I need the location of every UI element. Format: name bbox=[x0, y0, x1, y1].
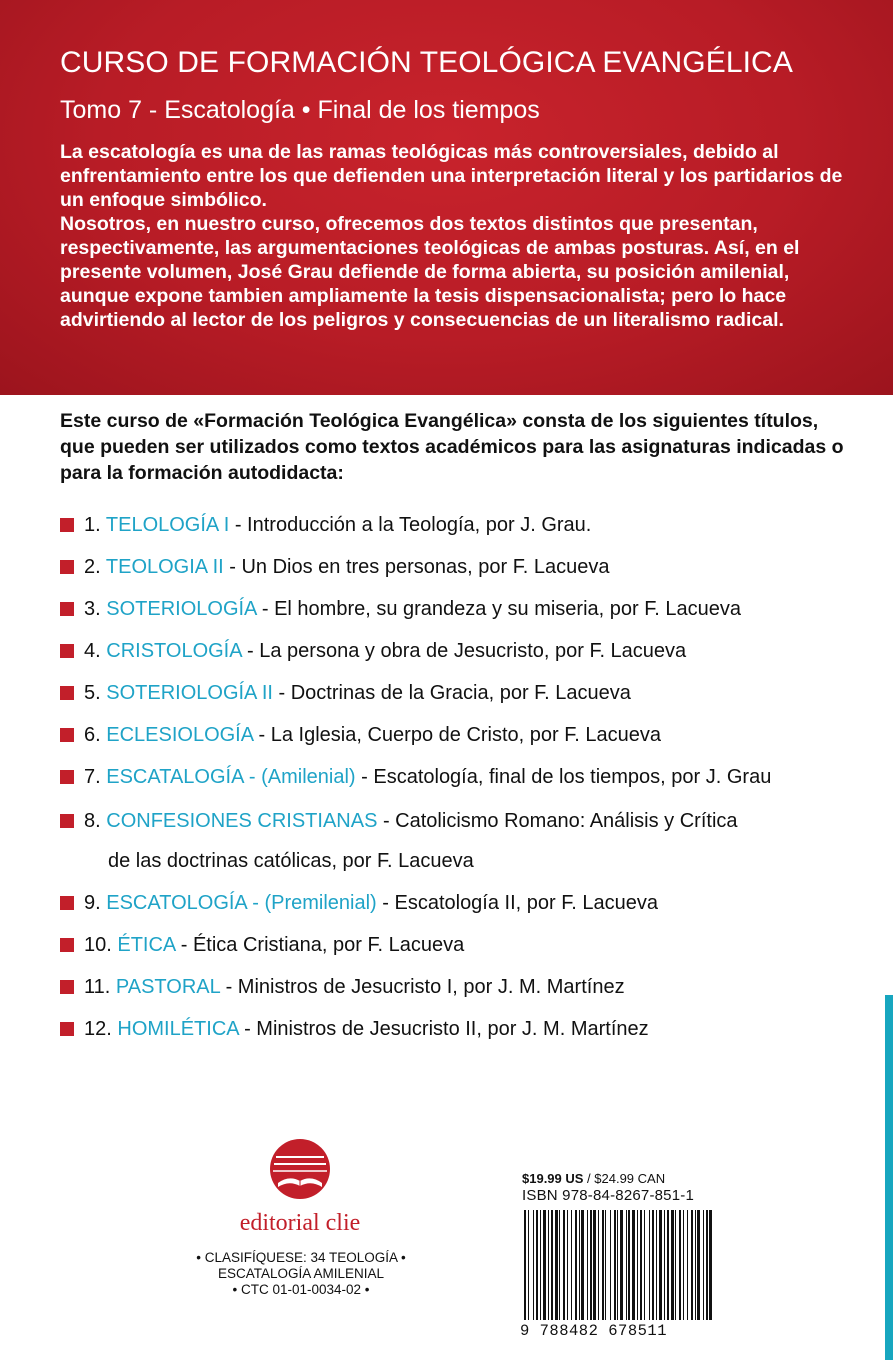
course-number: 8. bbox=[84, 810, 101, 832]
course-item-5 bbox=[60, 682, 631, 705]
series-intro: Este curso de «Formación Teológica Evangélica» consta de los siguientes títulos, que pueden ser utilizados como textos académicos para las asignaturas indicadas o para la formación autodidacta: bbox=[60, 410, 844, 484]
course-description: - Doctrinas de la Gracia, por F. Lacueva bbox=[272, 682, 631, 704]
series-title: CURSO DE FORMACIÓN TEOLÓGICA EVANGÉLICA bbox=[60, 46, 793, 79]
course-item-12 bbox=[60, 1018, 649, 1041]
course-item-11 bbox=[60, 976, 625, 999]
classification-line-2: ESCATALOGÍA AMILENIAL bbox=[217, 1266, 385, 1281]
course-description: - Ministros de Jesucristo I, por J. M. Martínez bbox=[220, 976, 625, 998]
course-description: - La Iglesia, Cuerpo de Cristo, por F. Lacueva bbox=[252, 724, 661, 746]
course-item-6 bbox=[60, 724, 661, 747]
classification-block bbox=[170, 1250, 432, 1298]
blurb-paragraph-2: Nosotros, en nuestro curso, ofrecemos dos textos distintos que presentan, respectivamente, las argumentaciones teológicas de ambas posturas. Así, en el presente volumen, José Grau defiende de forma abierta, su posición amilenial, aunque expone tambien ampliamente la tesis dispensacionalista; pero lo hace advirtiendo al lector de los peligros y consecuencias de un literalismo radical. bbox=[60, 213, 800, 331]
course-subject: ÉTICA bbox=[117, 934, 176, 956]
publisher-name: editorial clie bbox=[239, 1210, 361, 1236]
course-description: - Ética Cristiana, por F. Lacueva bbox=[175, 934, 465, 956]
classification-line-1: • CLASIFÍQUESE: 34 TEOLOGÍA • bbox=[196, 1250, 406, 1265]
course-subject: TELOLOGÍA I bbox=[105, 514, 230, 536]
course-subject: ECLESIOLOGÍA bbox=[106, 724, 253, 746]
classification-line-3: • CTC 01-01-0034-02 • bbox=[232, 1282, 370, 1297]
course-description: - Escatología II, por F. Lacueva bbox=[376, 892, 658, 914]
course-item-9 bbox=[60, 892, 658, 915]
course-number: 2. bbox=[84, 556, 101, 578]
course-number: 11. bbox=[84, 976, 111, 998]
course-number: 3. bbox=[84, 598, 101, 620]
course-number: 10. bbox=[84, 934, 112, 956]
course-description: - Introducción a la Teología, por J. Grau. bbox=[229, 514, 592, 536]
course-number: 12. bbox=[84, 1018, 112, 1040]
publisher-book-logo-icon bbox=[268, 1137, 332, 1201]
course-number: 4. bbox=[84, 640, 101, 662]
red-header-panel bbox=[0, 0, 893, 395]
course-description: - Catolicismo Romano: Análisis y Crítica bbox=[377, 810, 738, 832]
course-item-4 bbox=[60, 640, 686, 663]
price-line bbox=[522, 1171, 665, 1186]
blurb-paragraph-1: La escatología es una de las ramas teológicas más controversiales, debido al enfrentamiento entre los que defienden una interpretación literal y los partidarios de un enfoque simbólico. bbox=[60, 141, 843, 211]
course-item-3 bbox=[60, 598, 741, 621]
isbn-text: ISBN 978-84-8267-851-1 bbox=[522, 1187, 695, 1204]
course-number: 7. bbox=[84, 766, 101, 788]
barcode-icon bbox=[520, 1210, 716, 1320]
red-square-bullet bbox=[60, 770, 74, 784]
course-subject: PASTORAL bbox=[115, 976, 221, 998]
price-can: / $24.99 CAN bbox=[583, 1171, 666, 1186]
red-square-bullet bbox=[60, 602, 74, 616]
red-square-bullet bbox=[60, 560, 74, 574]
course-subject: HOMILÉTICA bbox=[117, 1018, 239, 1040]
red-square-bullet bbox=[60, 686, 74, 700]
course-number: 6. bbox=[84, 724, 101, 746]
course-number: 9. bbox=[84, 892, 101, 914]
course-item-10 bbox=[60, 934, 464, 957]
course-description: - La persona y obra de Jesucristo, por F. Lacueva bbox=[241, 640, 687, 662]
course-item-1 bbox=[60, 514, 591, 537]
course-item-7 bbox=[60, 766, 771, 789]
course-subject: SOTERIOLOGÍA II bbox=[106, 682, 273, 704]
volume-title: Tomo 7 - Escatología • Final de los tiempos bbox=[60, 96, 540, 124]
course-description: - El hombre, su grandeza y su miseria, por F. Lacueva bbox=[256, 598, 741, 620]
teal-edge-bar bbox=[885, 995, 893, 1360]
course-subject: CRISTOLOGÍA bbox=[106, 640, 242, 662]
course-number: 5. bbox=[84, 682, 101, 704]
red-square-bullet bbox=[60, 896, 74, 910]
course-item-2 bbox=[60, 556, 609, 579]
course-subject: ESCATALOGÍA - (Amilenial) bbox=[106, 766, 356, 788]
red-square-bullet bbox=[60, 518, 74, 532]
red-square-bullet bbox=[60, 644, 74, 658]
course-item-8 bbox=[60, 810, 738, 833]
course-subject: CONFESIONES CRISTIANAS bbox=[106, 810, 378, 832]
course-description: - Escatología, final de los tiempos, por J. Grau bbox=[355, 766, 772, 788]
red-square-bullet bbox=[60, 980, 74, 994]
back-cover-blurb bbox=[60, 140, 860, 332]
course-subject: ESCATOLOGÍA - (Premilenial) bbox=[106, 892, 377, 914]
course-description: - Ministros de Jesucristo II, por J. M. Martínez bbox=[238, 1018, 649, 1040]
course-description: - Un Dios en tres personas, por F. Lacueva bbox=[223, 556, 610, 578]
red-square-bullet bbox=[60, 1022, 74, 1036]
red-square-bullet bbox=[60, 814, 74, 828]
course-subject: TEOLOGIA II bbox=[105, 556, 224, 578]
course-number: 1. bbox=[84, 514, 101, 536]
course-subject: SOTERIOLOGÍA bbox=[106, 598, 257, 620]
red-square-bullet bbox=[60, 728, 74, 742]
barcode-number: 9 788482 678511 bbox=[520, 1322, 668, 1340]
course-item-8-continued: de las doctrinas católicas, por F. Lacueva bbox=[108, 850, 474, 872]
price-us: $19.99 US bbox=[522, 1171, 584, 1186]
red-square-bullet bbox=[60, 938, 74, 952]
